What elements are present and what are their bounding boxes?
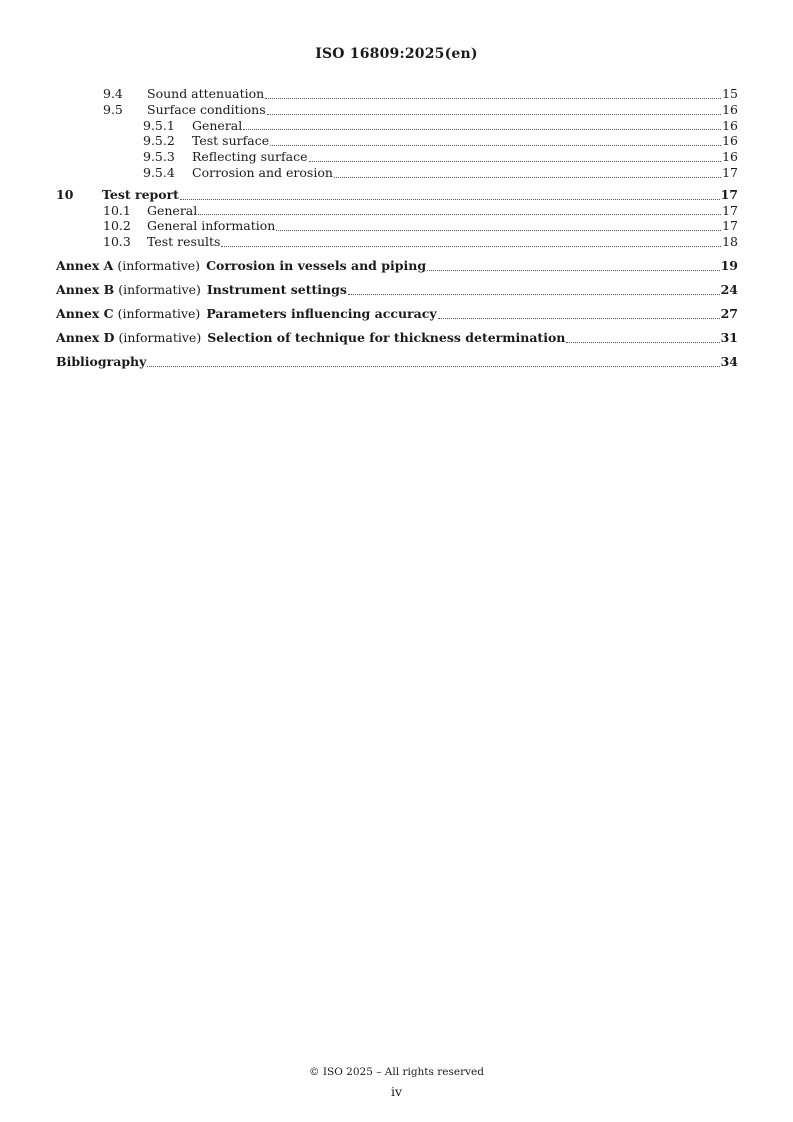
toc-page: 18 [722, 234, 738, 250]
page-number: iv [390, 1084, 403, 1099]
toc-title: Test report [102, 186, 179, 202]
toc-page: 19 [720, 257, 738, 273]
toc-title: Reflecting surface [192, 149, 308, 165]
toc-entry-9-5-2[interactable] [56, 133, 738, 149]
toc-page: 16 [722, 133, 738, 149]
dot-leader [221, 245, 721, 247]
toc-title: Surface conditions [147, 101, 266, 117]
toc-title: General [192, 117, 243, 133]
table-of-contents [56, 86, 738, 370]
toc-entry-annex-b[interactable] [56, 281, 738, 298]
toc-page: 15 [722, 86, 738, 101]
dot-leader [276, 229, 721, 231]
toc-number: 9.5 [103, 101, 123, 117]
toc-page: 17 [722, 164, 738, 180]
dot-leader [147, 365, 719, 367]
annex-kind: (informative) [118, 281, 201, 297]
toc-page: 16 [722, 101, 738, 117]
copyright-notice: © ISO 2025 – All rights reserved [309, 1066, 484, 1078]
toc-page: 34 [720, 353, 738, 369]
dot-leader [198, 213, 721, 215]
annex-kind: (informative) [118, 329, 202, 345]
toc-page: 17 [722, 218, 738, 234]
toc-title: Bibliography [56, 353, 147, 369]
toc-title: Sound attenuation [147, 86, 265, 101]
document-header: ISO 16809:2025(en) [315, 46, 478, 62]
dot-leader [267, 113, 721, 115]
toc-title: Selection of technique for thickness determination [207, 329, 566, 345]
annex-label: Annex C [56, 305, 114, 321]
toc-page: 17 [720, 186, 738, 202]
toc-entry-9-5-3[interactable] [56, 149, 738, 165]
toc-page: 31 [720, 329, 738, 345]
toc-entry-10[interactable] [56, 187, 738, 203]
toc-entry-annex-d[interactable] [56, 329, 738, 346]
toc-number: 9.5.1 [143, 117, 175, 133]
toc-title: Corrosion in vessels and piping [206, 257, 427, 273]
toc-title: Parameters influencing accuracy [206, 305, 437, 321]
annex-kind: (informative) [117, 257, 201, 273]
toc-entry-9-5[interactable] [56, 102, 738, 118]
toc-entry-9-4[interactable] [56, 86, 738, 102]
toc-number: 10 [56, 186, 74, 202]
annex-label: Annex B [56, 281, 115, 297]
toc-title: Test surface [192, 133, 270, 149]
toc-title: Corrosion and erosion [192, 164, 333, 180]
annex-label: Annex D [56, 329, 115, 345]
toc-number: 9.4 [103, 86, 123, 101]
toc-title: General information [147, 218, 276, 234]
toc-page: 27 [720, 305, 738, 321]
dot-leader [180, 198, 720, 200]
toc-number: 10.1 [103, 202, 131, 218]
dot-leader [438, 317, 720, 319]
toc-number: 9.5.2 [143, 133, 175, 149]
dot-leader [334, 176, 721, 178]
toc-entry-10-1[interactable] [56, 203, 738, 219]
toc-title: General [147, 202, 198, 218]
toc-title: Instrument settings [206, 281, 347, 297]
toc-entry-10-2[interactable] [56, 218, 738, 234]
dot-leader [309, 160, 722, 162]
dot-leader [265, 97, 721, 99]
dot-leader [566, 341, 719, 343]
toc-page: 17 [722, 202, 738, 218]
toc-entry-10-3[interactable] [56, 234, 738, 250]
toc-entry-9-5-1[interactable] [56, 118, 738, 134]
annex-label: Annex A [56, 257, 114, 273]
dot-leader [348, 293, 720, 295]
toc-page: 16 [722, 117, 738, 133]
toc-number: 10.3 [103, 234, 131, 250]
toc-entry-9-5-4[interactable] [56, 165, 738, 181]
toc-number: 9.5.4 [143, 164, 175, 180]
toc-entry-annex-c[interactable] [56, 305, 738, 322]
toc-entry-bibliography[interactable] [56, 353, 738, 370]
toc-page: 16 [722, 149, 738, 165]
annex-kind: (informative) [117, 305, 201, 321]
toc-page: 24 [720, 281, 738, 297]
toc-number: 10.2 [103, 218, 131, 234]
dot-leader [270, 144, 721, 146]
toc-number: 9.5.3 [143, 149, 175, 165]
toc-entry-annex-a[interactable] [56, 257, 738, 274]
toc-title: Test results [147, 234, 221, 250]
dot-leader [427, 269, 720, 271]
dot-leader [243, 128, 721, 130]
